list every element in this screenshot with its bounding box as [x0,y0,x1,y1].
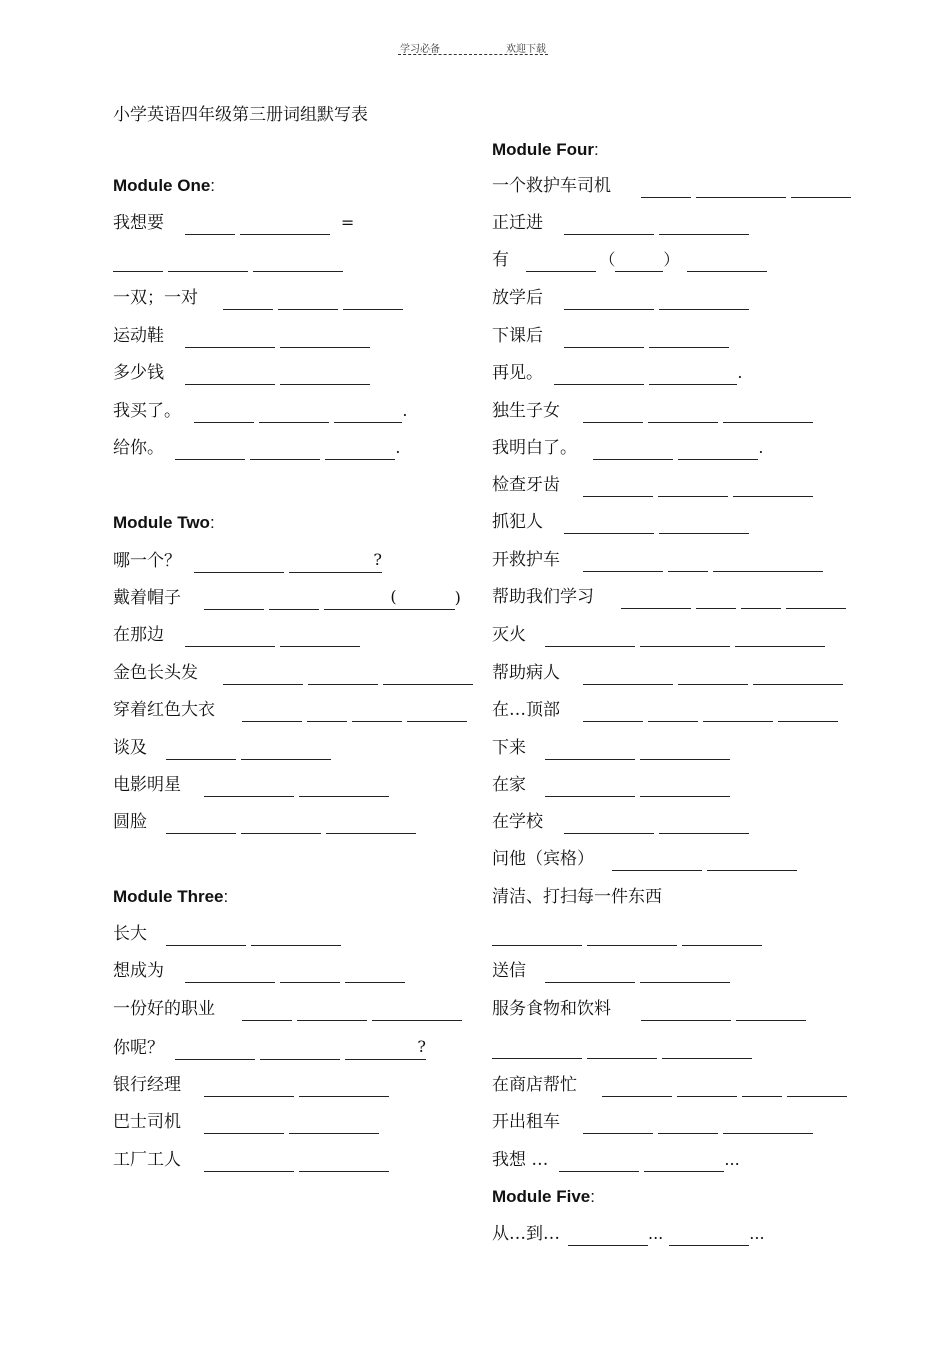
item-label: 我明白了。 [492,438,577,458]
answer-blank[interactable] [204,1153,294,1172]
answer-blank[interactable] [175,1041,255,1060]
answer-blank[interactable] [113,253,163,272]
item-label: 帮助我们学习 [492,587,594,607]
item-film-star [113,773,394,797]
answer-blank[interactable] [545,778,635,797]
answer-blank[interactable] [778,703,838,722]
item-catch-thieves [492,510,754,534]
item-label: 我想要 [113,213,164,233]
paren-close: ) [454,588,461,607]
answer-blank[interactable] [662,1040,752,1059]
answer-blank[interactable] [250,441,320,460]
item-label: 运动鞋 [113,326,164,346]
answer-blank[interactable] [559,1153,639,1172]
answer-blank[interactable] [587,927,677,946]
item-serve-food-continued [492,1035,757,1059]
answer-blank[interactable] [545,964,635,983]
answer-blank[interactable] [345,1041,417,1060]
answer-blank[interactable] [583,404,643,423]
answer-blank[interactable] [204,1078,294,1097]
item-label: 在那边 [113,625,164,645]
item-want-to-be [113,959,410,983]
answer-blank[interactable] [241,741,331,760]
answer-blank[interactable] [564,329,644,348]
item-sneakers [113,324,375,348]
item-here-you-are [113,436,401,460]
item-drive-taxi [492,1110,818,1134]
answer-blank[interactable] [641,1002,731,1021]
paren-close: ） [663,250,680,269]
answer-blank[interactable] [554,366,644,385]
item-label: 从…到… [492,1224,560,1244]
item-label: 下课后 [492,326,543,346]
item-help-us-learn [492,585,851,609]
item-suffix: = [340,213,355,232]
answer-blank[interactable] [223,666,303,685]
answer-blank[interactable] [791,179,851,198]
answer-blank[interactable] [678,666,748,685]
item-label: 检查牙齿 [492,475,560,495]
answer-blank[interactable] [564,515,654,534]
answer-blank[interactable] [735,628,825,647]
item-goodbye [492,361,743,385]
item-label: 问他（宾格） [492,849,594,869]
item-round-face [113,810,421,834]
answer-blank[interactable] [641,179,691,198]
answer-blank[interactable] [185,628,275,647]
item-put-out-fire [492,623,830,647]
header-right-text: 欢迎下载 [506,44,546,55]
answer-blank[interactable] [658,478,728,497]
answer-blank[interactable] [741,590,781,609]
item-label: 巴士司机 [113,1112,181,1132]
item-mid: ... [648,1224,664,1243]
answer-blank[interactable] [583,666,673,685]
module-name: Module Five [492,1187,591,1206]
answer-blank[interactable] [299,1078,389,1097]
module-one-heading [113,176,215,196]
item-come-down [492,736,735,760]
item-deliver-letters [492,959,735,983]
answer-blank[interactable] [407,703,467,722]
item-label: 开救护车 [492,550,560,570]
item-i-want-continued [113,248,348,272]
answer-blank[interactable] [564,815,654,834]
item-wearing-hat [113,585,461,609]
module-name: Module Three [113,887,224,906]
item-label: 有 [492,250,509,270]
answer-blank[interactable] [492,927,582,946]
item-label: 银行经理 [113,1075,181,1095]
item-label: 再见。 [492,363,543,383]
item-bank-manager [113,1073,394,1097]
item-label: 电影明星 [113,775,181,795]
item-suffix: ... [749,1224,765,1243]
answer-blank[interactable] [677,1078,737,1097]
page-header [398,40,548,56]
item-label: 清洁、打扫每一件东西 [492,887,662,907]
item-label: 长大 [113,924,147,944]
answer-blank[interactable] [723,404,813,423]
module-two-heading [113,513,215,533]
answer-blank[interactable] [297,1002,367,1021]
item-label: 抓犯人 [492,512,543,532]
item-i-see [492,436,764,460]
answer-blank[interactable] [308,666,378,685]
answer-blank[interactable] [640,628,730,647]
answer-blank[interactable] [352,703,402,722]
answer-blank[interactable] [587,1040,657,1059]
item-i-want [113,211,354,235]
answer-blank[interactable] [383,666,473,685]
item-over-there [113,623,365,647]
module-name: Module Four [492,140,594,159]
answer-blank[interactable] [583,1115,653,1134]
item-suffix: ? [417,1035,426,1060]
answer-blank[interactable] [185,216,235,235]
answer-blank[interactable] [260,1041,340,1060]
item-label: 放学后 [492,288,543,308]
answer-blank[interactable] [185,329,275,348]
answer-blank[interactable] [612,852,702,871]
answer-blank[interactable] [658,1115,718,1134]
item-on-the-way [492,211,754,235]
answer-blank[interactable] [259,404,329,423]
answer-blank[interactable] [343,291,403,310]
answer-blank[interactable] [696,590,736,609]
item-after-school [492,286,754,310]
module-colon: : [209,513,215,532]
item-have [492,248,772,272]
answer-blank[interactable] [280,628,360,647]
answer-blank[interactable] [166,741,236,760]
answer-blank[interactable] [166,815,236,834]
answer-blank[interactable] [659,291,749,310]
answer-blank[interactable] [649,366,737,385]
answer-blank[interactable] [723,1115,813,1134]
answer-blank[interactable] [786,590,846,609]
header-left-text: 学习必备 [400,44,440,55]
item-from-to [492,1222,765,1246]
answer-blank[interactable] [299,778,389,797]
answer-blank[interactable] [568,1227,648,1246]
item-at-school [492,810,754,834]
item-label: 你呢？ [113,1038,164,1058]
module-four-heading [492,140,599,160]
answer-blank[interactable] [185,964,275,983]
item-label: 在家 [492,775,526,795]
item-what-about-you [113,1035,426,1059]
item-how-much [113,361,375,385]
item-label: 在…顶部 [492,700,560,720]
answer-blank[interactable] [669,1227,749,1246]
module-name: Module One [113,176,211,195]
answer-blank[interactable] [242,703,302,722]
item-suffix: . [758,438,764,457]
item-help-sick [492,661,848,685]
answer-blank[interactable] [241,815,321,834]
answer-blank[interactable] [713,553,823,572]
module-colon: : [210,176,216,195]
answer-blank[interactable] [280,366,370,385]
item-label: 在学校 [492,812,543,832]
answer-blank[interactable] [223,291,273,310]
answer-blank[interactable] [678,441,758,460]
answer-blank[interactable] [326,815,416,834]
item-label: 多少钱 [113,363,164,383]
item-label: 给你。 [113,438,164,458]
item-factory-worker [113,1148,394,1172]
item-label: 一份好的职业 [113,999,215,1019]
page-title: 小学英语四年级第三册词组默写表 [113,105,368,125]
answer-blank[interactable] [703,703,773,722]
item-label: 灭火 [492,625,526,645]
item-drive-ambulance [492,548,828,572]
answer-blank[interactable] [526,253,596,272]
answer-blank[interactable] [492,1040,582,1059]
answer-blank[interactable] [325,441,395,460]
answer-blank[interactable] [289,1115,379,1134]
module-colon: : [223,887,229,906]
item-clean-everything [492,885,662,909]
answer-blank[interactable] [648,404,718,423]
answer-blank[interactable] [299,1153,389,1172]
answer-blank[interactable] [733,478,813,497]
answer-blank[interactable] [397,591,455,610]
item-label: 在商店帮忙 [492,1075,577,1095]
item-help-shop [492,1073,852,1097]
answer-blank[interactable] [307,703,347,722]
module-colon: : [590,1187,595,1206]
item-check-teeth [492,473,818,497]
item-suffix: . [395,438,401,457]
answer-blank[interactable] [280,329,370,348]
answer-blank[interactable] [185,366,275,385]
answer-blank[interactable] [696,179,786,198]
item-grow-up [113,922,346,946]
item-label: 开出租车 [492,1112,560,1132]
item-label: 工厂工人 [113,1150,181,1170]
answer-blank[interactable] [564,216,654,235]
item-label: 我买了。 [113,401,181,421]
answer-blank[interactable] [372,1002,462,1021]
answer-blank[interactable] [168,253,248,272]
item-on-top [492,698,843,722]
answer-blank[interactable] [269,591,319,610]
item-label: 一双；一对 [113,288,198,308]
item-talk-about [113,736,336,760]
answer-blank[interactable] [175,441,245,460]
item-label: 服务食物和饮料 [492,999,611,1019]
answer-blank[interactable] [687,253,767,272]
module-name: Module Two [113,513,210,532]
answer-blank[interactable] [194,404,254,423]
answer-blank[interactable] [166,927,246,946]
item-label: 想成为 [113,961,164,981]
answer-blank[interactable] [194,554,284,573]
item-suffix: . [737,363,743,382]
item-label: 我想 … [492,1150,549,1170]
item-label: 谈及 [113,738,147,758]
module-colon: : [593,140,599,159]
answer-blank[interactable] [602,1078,672,1097]
answer-blank[interactable] [345,964,405,983]
answer-blank[interactable] [280,964,340,983]
item-suffix: ? [373,548,382,573]
module-three-heading [113,887,228,907]
paren-open: （ [599,250,616,269]
answer-blank[interactable] [324,591,390,610]
answer-blank[interactable] [707,852,797,871]
answer-blank[interactable] [251,927,341,946]
answer-blank[interactable] [621,590,691,609]
answer-blank[interactable] [640,964,730,983]
answer-blank[interactable] [204,591,264,610]
answer-blank[interactable] [644,1153,724,1172]
answer-blank[interactable] [736,1002,806,1021]
item-i-want-to [492,1148,740,1172]
header-dashed-rule [398,54,548,55]
item-label: 金色长头发 [113,663,198,683]
item-label: 圆脸 [113,812,147,832]
answer-blank[interactable] [240,216,330,235]
answer-blank[interactable] [564,291,654,310]
item-label: 穿着红色大衣 [113,700,215,720]
answer-blank[interactable] [648,703,698,722]
answer-blank[interactable] [545,741,635,760]
item-golden-hair [113,661,478,685]
answer-blank[interactable] [787,1078,847,1097]
item-suffix: ... [724,1150,740,1169]
paren-open: ( [390,585,396,610]
item-label: 一个救护车司机 [492,176,611,196]
item-label: 下来 [492,738,526,758]
answer-blank[interactable] [583,703,643,722]
answer-blank[interactable] [668,553,708,572]
item-label: 正迁进 [492,213,543,233]
answer-blank[interactable] [753,666,843,685]
answer-blank[interactable] [583,478,653,497]
answer-blank[interactable] [659,216,749,235]
answer-blank[interactable] [242,1002,292,1021]
item-label: 送信 [492,961,526,981]
item-label: 哪一个？ [113,551,181,571]
answer-blank[interactable] [204,1115,284,1134]
answer-blank[interactable] [278,291,338,310]
answer-blank[interactable] [659,515,749,534]
answer-blank[interactable] [682,927,762,946]
item-ambulance-driver [492,174,856,198]
answer-blank[interactable] [649,329,729,348]
item-label: 戴着帽子 [113,588,181,608]
answer-blank[interactable] [659,815,749,834]
module-five-heading [492,1187,595,1207]
item-only-child [492,399,818,423]
answer-blank[interactable] [289,554,373,573]
answer-blank[interactable] [640,778,730,797]
answer-blank[interactable] [593,441,673,460]
answer-blank[interactable] [615,253,663,272]
item-good-job [113,997,467,1021]
answer-blank[interactable] [334,404,402,423]
item-suffix: . [402,401,408,420]
item-pair [113,286,408,310]
item-which-one [113,548,382,572]
item-bus-driver [113,1110,384,1134]
answer-blank[interactable] [545,628,635,647]
item-serve-food [492,997,811,1021]
answer-blank[interactable] [742,1078,782,1097]
item-clean-everything-continued [492,922,767,946]
item-after-class [492,324,734,348]
item-at-home [492,773,735,797]
answer-blank[interactable] [640,741,730,760]
answer-blank[interactable] [583,553,663,572]
item-red-coat [113,698,472,722]
answer-blank[interactable] [253,253,343,272]
item-ask-him [492,847,802,871]
answer-blank[interactable] [204,778,294,797]
item-label: 独生子女 [492,401,560,421]
item-i-bought [113,399,408,423]
item-label: 帮助病人 [492,663,560,683]
